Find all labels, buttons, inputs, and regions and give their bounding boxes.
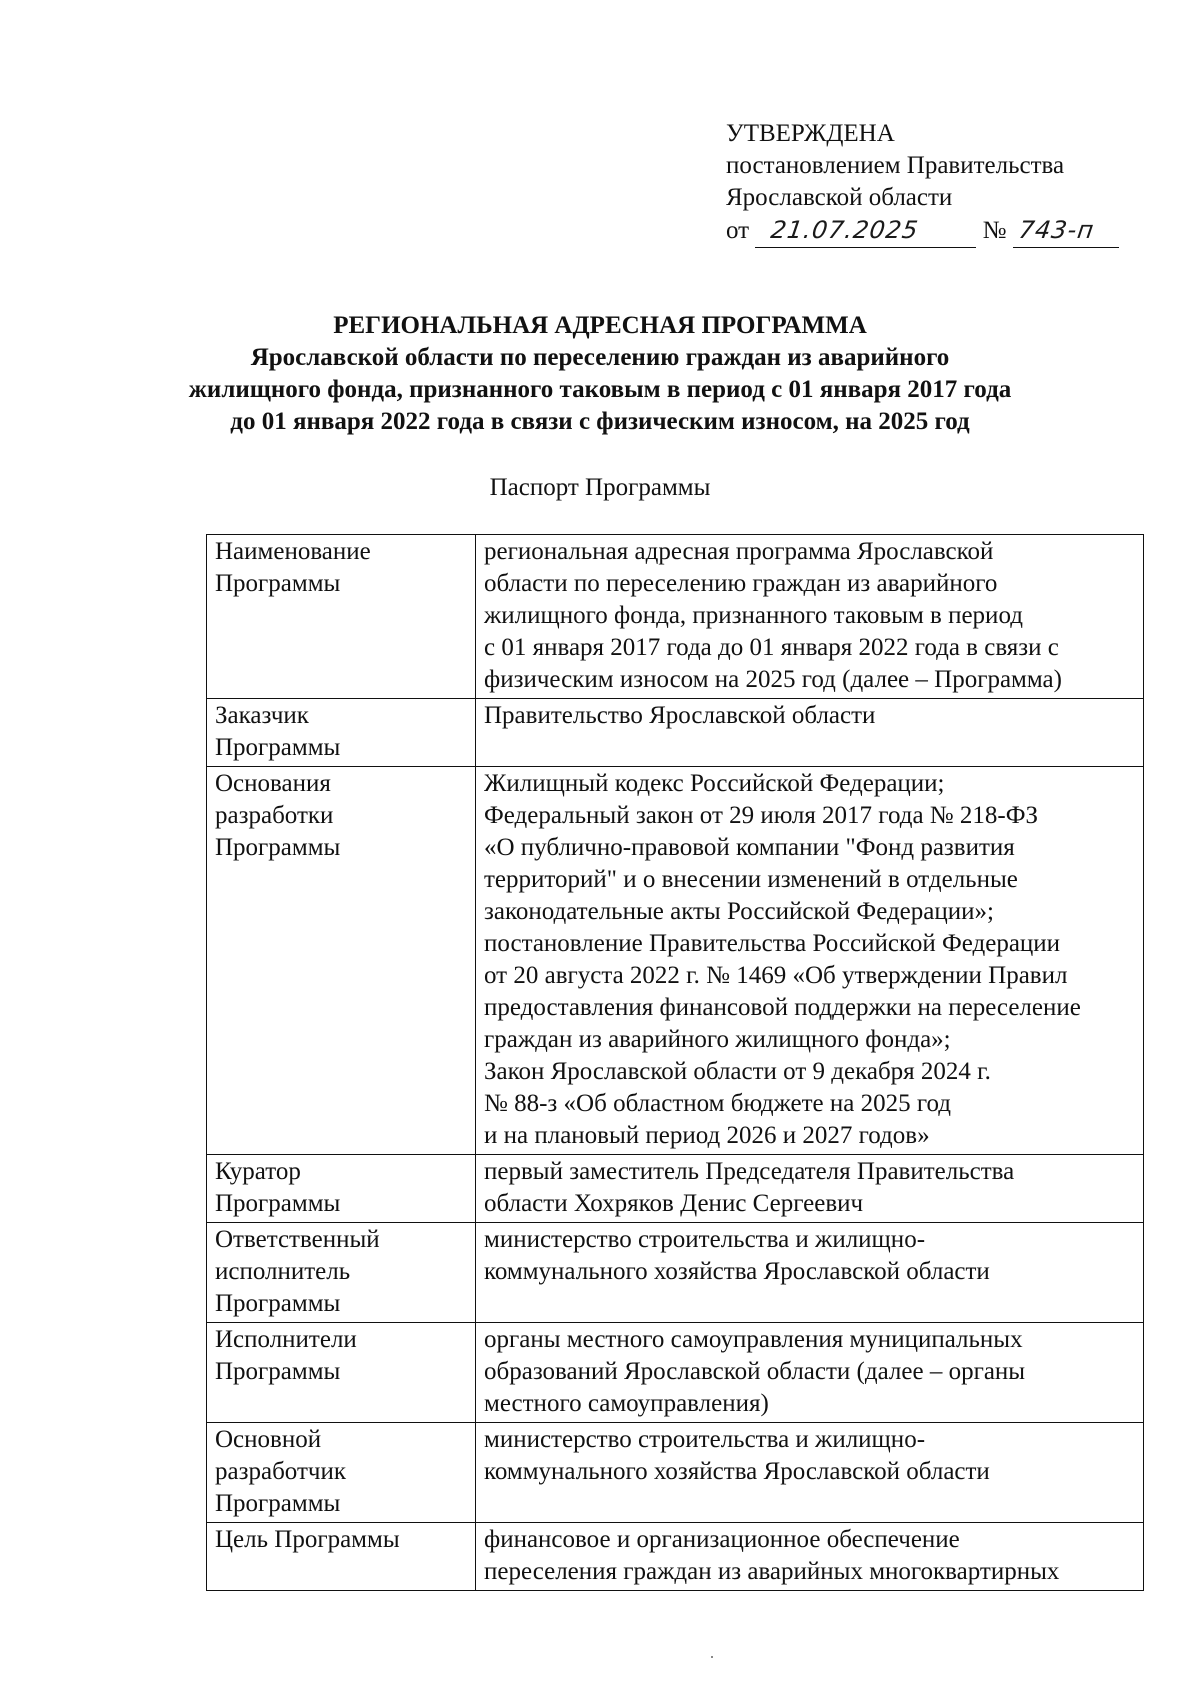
- row-label-line: Программы: [215, 834, 341, 861]
- title-line-4: до 01 января 2022 года в связи с физическим износом, на 2025 год: [230, 408, 970, 435]
- passport-row: [207, 1323, 1144, 1423]
- row-value: [476, 535, 1144, 699]
- row-value: [476, 767, 1144, 1155]
- row-label: [207, 1523, 476, 1591]
- row-value-line: № 88-з «Об областном бюджете на 2025 год: [484, 1090, 952, 1117]
- row-value-line: области по переселению граждан из аварийного: [484, 570, 998, 597]
- row-value-line: от 20 августа 2022 г. № 1469 «Об утверждении Правил: [484, 962, 1068, 989]
- date-field: [755, 214, 976, 248]
- passport-row: [207, 1523, 1144, 1591]
- row-label-line: Программы: [215, 1190, 341, 1217]
- row-label-line: Исполнители: [215, 1326, 357, 1353]
- row-value-line: Правительство Ярославской области: [484, 702, 876, 729]
- title-line-1: РЕГИОНАЛЬНАЯ АДРЕСНАЯ ПРОГРАММА: [333, 312, 867, 339]
- passport-row: [207, 1223, 1144, 1323]
- row-label: [207, 1155, 476, 1223]
- handwritten-date: 21.07.2025: [769, 216, 921, 244]
- passport-row: [207, 535, 1144, 699]
- passport-heading: Паспорт Программы: [489, 474, 711, 501]
- passport-row: [207, 1423, 1144, 1523]
- row-label-line: Ответственный: [215, 1226, 380, 1253]
- row-value: [476, 1323, 1144, 1423]
- row-label: [207, 1323, 476, 1423]
- row-label: [207, 1423, 476, 1523]
- approval-heading: УТВЕРЖДЕНА: [726, 120, 895, 147]
- row-label-line: Цель Программы: [215, 1526, 400, 1553]
- row-value-line: области Хохряков Денис Сергеевич: [484, 1190, 864, 1217]
- row-value-line: коммунального хозяйства Ярославской области: [484, 1458, 990, 1485]
- row-value-line: коммунального хозяйства Ярославской области: [484, 1258, 990, 1285]
- row-label-line: разработчик: [215, 1458, 346, 1485]
- row-label: [207, 1223, 476, 1323]
- row-label-line: Основания: [215, 770, 331, 797]
- passport-table: [206, 534, 1144, 1591]
- row-value-line: с 01 января 2017 года до 01 января 2022 года в связи с: [484, 634, 1059, 661]
- row-value-line: предоставления финансовой поддержки на переселение: [484, 994, 1081, 1021]
- row-label: [207, 535, 476, 699]
- row-label: [207, 699, 476, 767]
- row-label-line: Основной: [215, 1426, 322, 1453]
- row-label: [207, 767, 476, 1155]
- approval-line-3: Ярославской области: [726, 184, 953, 211]
- row-value-line: граждан из аварийного жилищного фонда»;: [484, 1026, 951, 1053]
- approval-block: [726, 118, 1119, 248]
- row-label-line: Программы: [215, 570, 341, 597]
- row-value-line: территорий" и о внесении изменений в отдельные: [484, 866, 1018, 893]
- date-prefix: от: [726, 217, 750, 244]
- row-label-line: Программы: [215, 1290, 341, 1317]
- row-value-line: первый заместитель Председателя Правительства: [484, 1158, 1015, 1185]
- number-prefix: №: [982, 217, 1007, 244]
- row-value-line: Жилищный кодекс Российской Федерации;: [484, 770, 945, 797]
- passport-row: [207, 699, 1144, 767]
- row-value-line: Закон Ярославской области от 9 декабря 2024 г.: [484, 1058, 991, 1085]
- row-value-line: финансовое и организационное обеспечение: [484, 1526, 960, 1553]
- row-label-line: Куратор: [215, 1158, 301, 1185]
- row-value-line: законодательные акты Российской Федерации»;: [484, 898, 994, 925]
- row-label-line: Программы: [215, 1490, 341, 1517]
- row-label-line: исполнитель: [215, 1258, 351, 1285]
- passport-row: [207, 1155, 1144, 1223]
- row-label-line: Программы: [215, 1358, 341, 1385]
- title-line-3: жилищного фонда, признанного таковым в период с 01 января 2017 года: [188, 376, 1012, 403]
- row-label-line: Заказчик: [215, 702, 309, 729]
- row-value-line: Федеральный закон от 29 июля 2017 года № 218-ФЗ: [484, 802, 1038, 829]
- row-value-line: и на плановый период 2026 и 2027 годов»: [484, 1122, 930, 1149]
- handwritten-number: 743-п: [1016, 216, 1096, 244]
- row-value-line: органы местного самоуправления муниципальных: [484, 1326, 1023, 1353]
- row-value: [476, 1523, 1144, 1591]
- row-value-line: переселения граждан из аварийных многоквартирных: [484, 1558, 1060, 1585]
- row-value-line: образований Ярославской области (далее – органы: [484, 1358, 1026, 1385]
- row-value: [476, 699, 1144, 767]
- row-value-line: министерство строительства и жилищно-: [484, 1426, 926, 1453]
- row-value-line: жилищного фонда, признанного таковым в период: [484, 602, 1023, 629]
- row-value-line: постановление Правительства Российской Федерации: [484, 930, 1061, 957]
- row-value: [476, 1423, 1144, 1523]
- row-value-line: министерство строительства и жилищно-: [484, 1226, 926, 1253]
- row-value-line: «О публично-правовой компании "Фонд развития: [484, 834, 1015, 861]
- scan-speck: [711, 1656, 713, 1658]
- row-value: [476, 1223, 1144, 1323]
- row-label-line: Наименование: [215, 538, 371, 565]
- number-field: [1013, 214, 1119, 248]
- row-label-line: Программы: [215, 734, 341, 761]
- title-line-2: Ярославской области по переселению граждан из аварийного: [250, 344, 950, 371]
- document-title: [0, 310, 1200, 438]
- row-value-line: региональная адресная программа Ярославской: [484, 538, 994, 565]
- approval-line-2: постановлением Правительства: [726, 152, 1065, 179]
- row-value-line: местного самоуправления): [484, 1390, 769, 1417]
- approval-date-number: [726, 214, 1119, 248]
- row-label-line: разработки: [215, 802, 334, 829]
- passport-row: [207, 767, 1144, 1155]
- row-value-line: физическим износом на 2025 год (далее – Программа): [484, 666, 1062, 693]
- row-value: [476, 1155, 1144, 1223]
